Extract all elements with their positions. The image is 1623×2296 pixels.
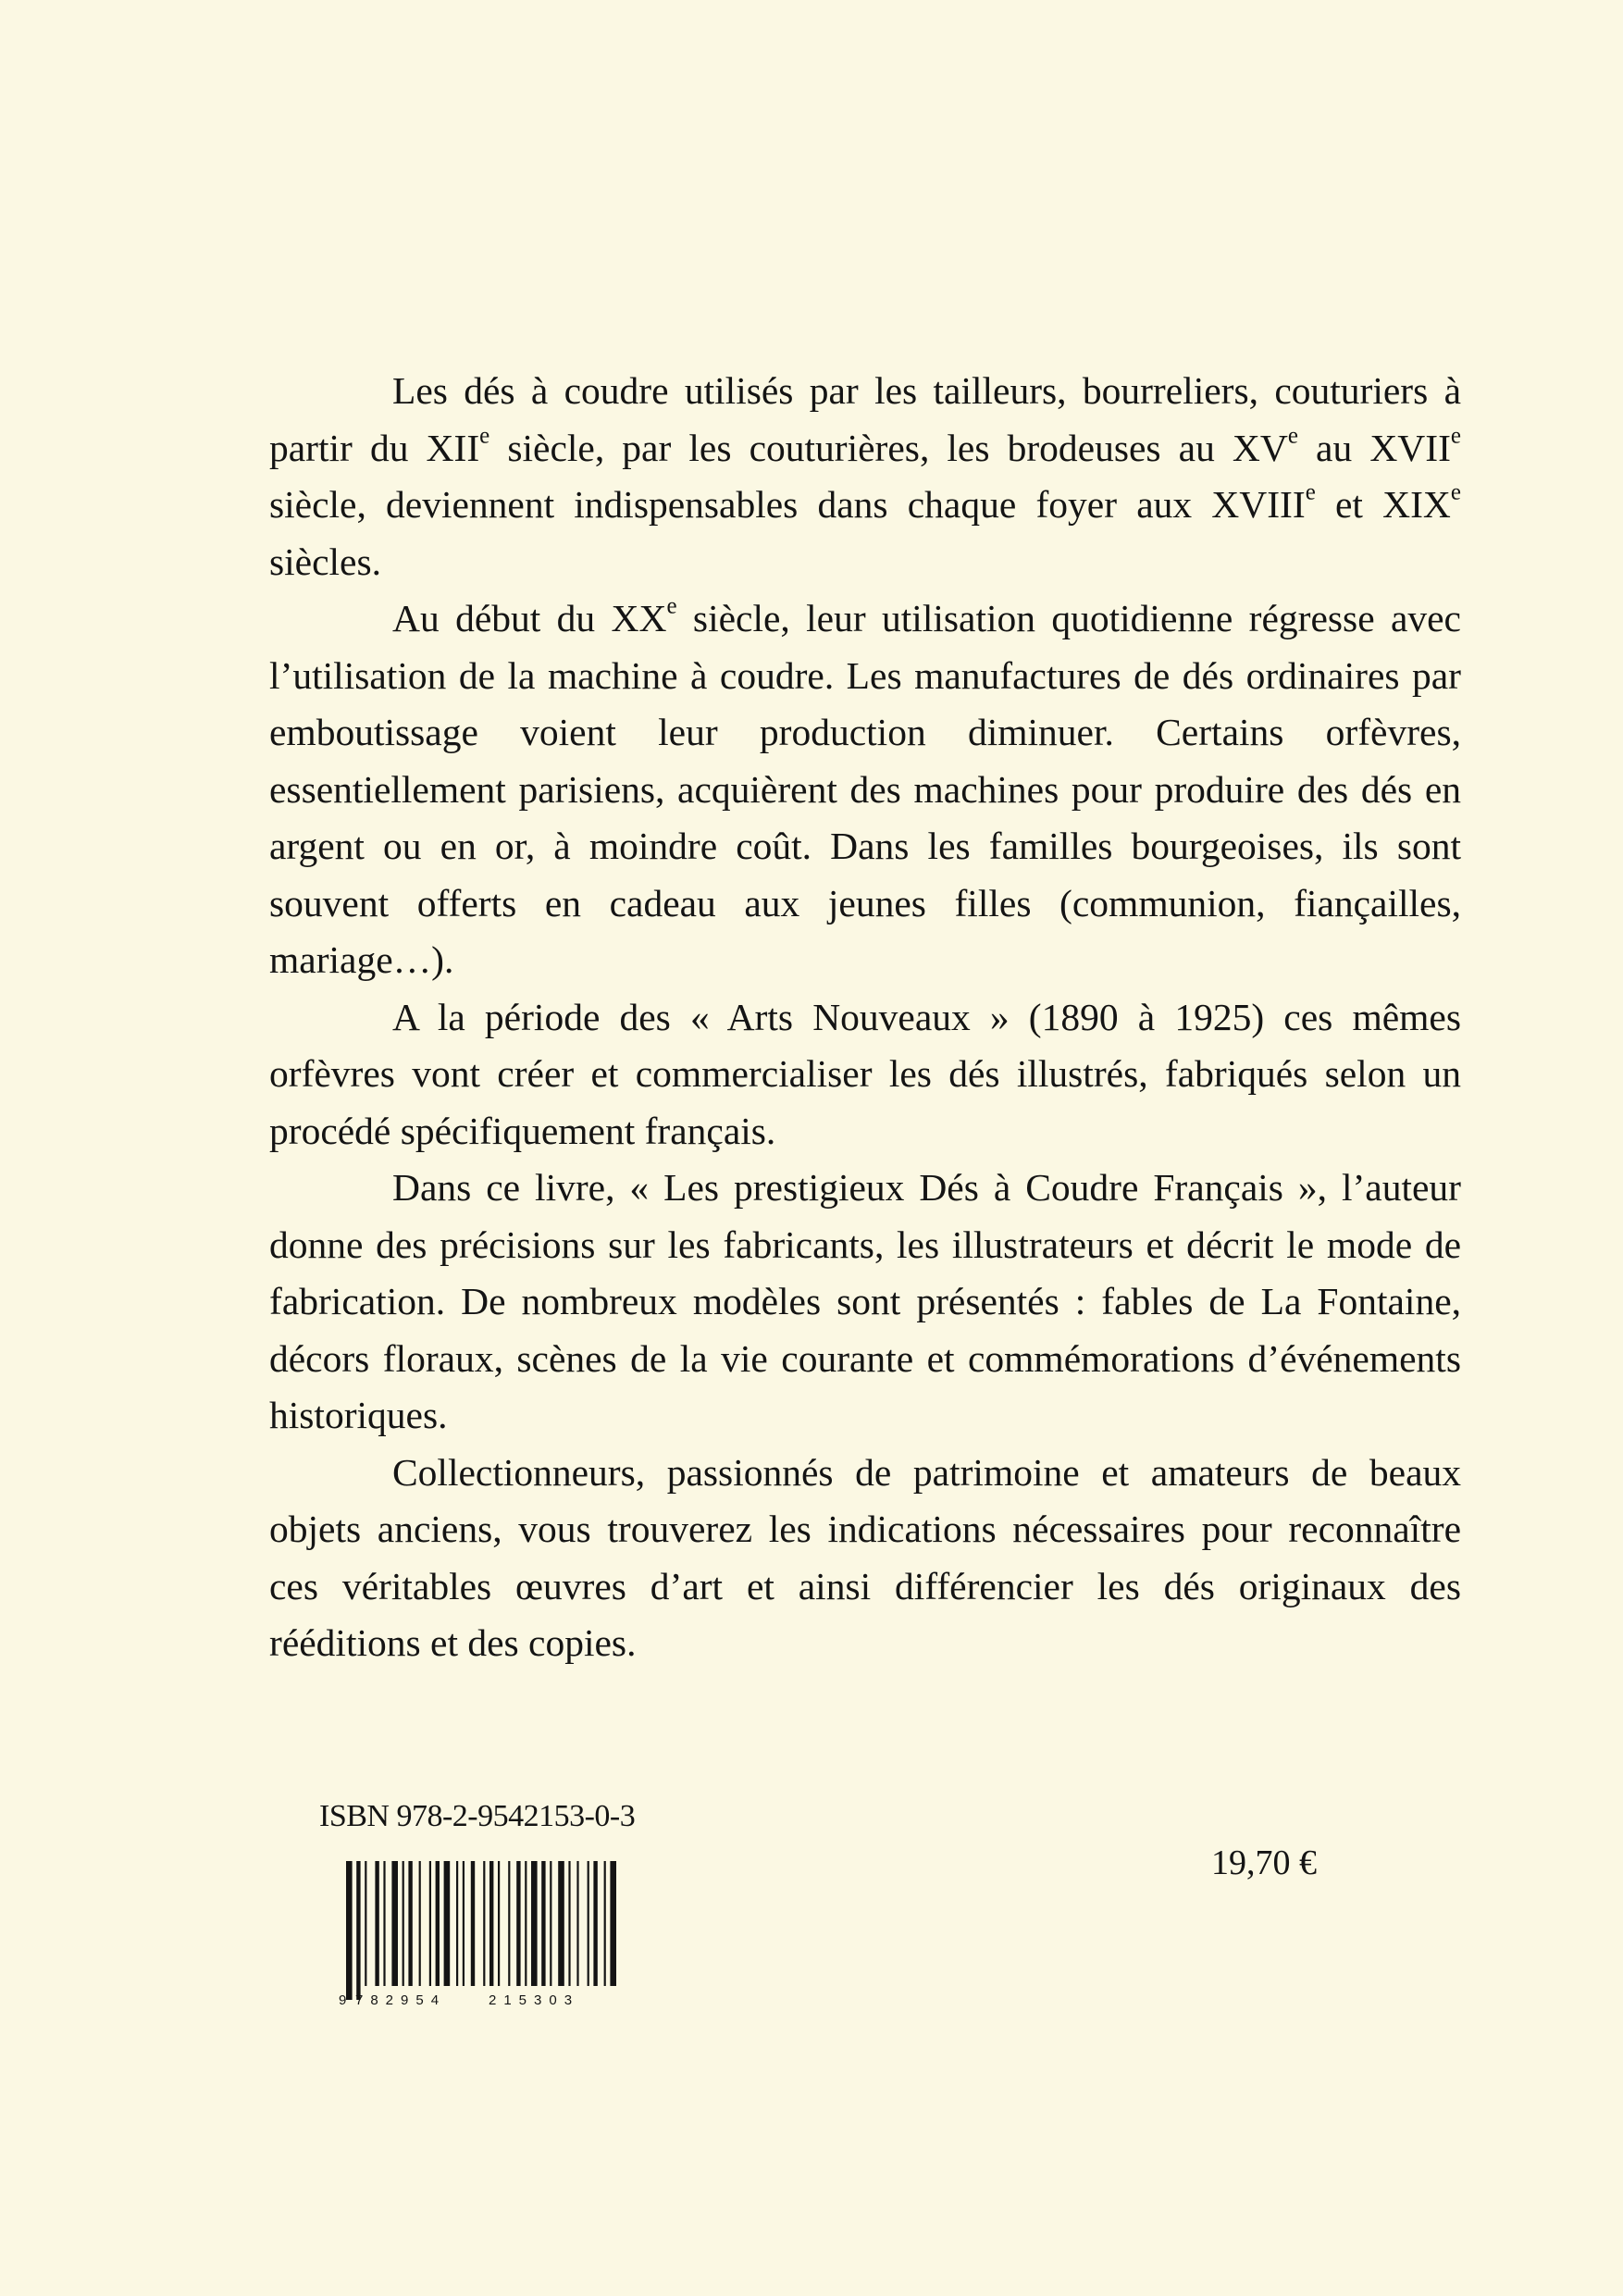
barcode-bar — [391, 1861, 398, 1986]
blurb-text-run: et XIX — [1315, 483, 1451, 526]
barcode-bar — [588, 1861, 589, 1986]
barcode-bar — [525, 1861, 527, 1986]
barcode-bar — [558, 1861, 564, 1986]
barcode-bar — [383, 1861, 385, 1986]
blurb-text-run: siècle, deviennent indispensables dans chaque foyer aux XVIII — [269, 483, 1306, 526]
blurb-text-run: siècle, par les couturières, les brodeuses au XV — [489, 426, 1288, 469]
blurb-paragraph — [269, 1445, 1461, 1672]
barcode-bar — [541, 1861, 545, 1986]
barcode — [333, 1857, 629, 2010]
barcode-bar — [365, 1861, 366, 1986]
barcode-digits-right: 215303 — [489, 1992, 580, 2008]
barcode-bar — [550, 1861, 551, 1986]
barcode-bar — [471, 1861, 475, 1986]
barcode-bar — [568, 1861, 570, 1986]
blurb-paragraph — [269, 363, 1461, 590]
ordinal-superscript: e — [1450, 423, 1462, 448]
barcode-bar — [489, 1861, 493, 1986]
ordinal-superscript: e — [1287, 423, 1298, 448]
blurb-paragraph — [269, 590, 1461, 989]
barcode-bar — [436, 1861, 440, 1986]
barcode-digit-lead: 9 — [339, 1992, 347, 2008]
barcode-bar — [463, 1861, 465, 1986]
barcode-bar — [483, 1861, 485, 1986]
barcode-bar — [576, 1861, 578, 1986]
barcode-bar — [604, 1861, 606, 1986]
blurb-paragraph — [269, 1160, 1461, 1445]
barcode-bar — [444, 1861, 451, 1986]
blurb-text-run: au XVII — [1297, 426, 1451, 469]
barcode-bar — [610, 1861, 616, 1986]
barcode-digits-left: 782954 — [355, 1992, 447, 2008]
ordinal-superscript: e — [666, 593, 677, 619]
price-label: 19,70 € — [1211, 1843, 1317, 1882]
blurb-text — [269, 363, 1461, 1672]
blurb-text-run: A la période des « Arts Nouveaux » (1890 à 1925) ces mêmes orfèvres vont créer et commercialiser les dés illustrés, fabriqués selon un procédé spécifiquement français. — [269, 995, 1461, 1152]
barcode-bar — [531, 1861, 538, 1986]
barcode-bar — [408, 1861, 412, 1986]
blurb-text-run: Au début du XX — [392, 597, 667, 639]
blurb-paragraph — [269, 989, 1461, 1160]
barcode-bar — [375, 1861, 378, 1986]
barcode-bar — [346, 1861, 353, 2000]
ordinal-superscript: e — [479, 423, 490, 448]
barcode-bar — [429, 1861, 431, 1986]
barcode-bar — [498, 1861, 500, 1986]
barcode-bar — [508, 1861, 510, 1986]
blurb-text-run: Les dés à coudre utilisés par les tailleurs, bourreliers, couturiers à partir du XII — [269, 369, 1461, 469]
blurb-text-run: siècles. — [269, 540, 381, 583]
isbn-label: ISBN 978-2-9542153-0-3 — [319, 1799, 636, 1833]
blurb-text-run: Collectionneurs, passionnés de patrimoine et amateurs de beaux objets anciens, vous trouverez les indications nécessaires pour reconnaître ces véritables œuvres d’art et ainsi différencier les dés originaux des rééditions et des copies. — [269, 1450, 1461, 1664]
barcode-bar — [419, 1861, 421, 1986]
ordinal-superscript: e — [1305, 479, 1316, 505]
barcode-bar — [456, 1861, 458, 1986]
barcode-bar — [403, 1861, 404, 1986]
barcode-bar — [593, 1861, 597, 1986]
ordinal-superscript: e — [1450, 479, 1461, 505]
blurb-text-run: Dans ce livre, « Les prestigieux Dés à Coudre Français », l’auteur donne des précisions sur les fabricants, les illustrateurs et décrit le mode de fabrication. De nombreux modèles sont présentés : fables de La Fontaine, décors floraux, scènes de la vie courante et commémorations d’événements historiques. — [269, 1166, 1461, 1436]
blurb-text-run: siècle, leur utilisation quotidienne régresse avec l’utilisation de la machine à coudre. Les manufactures de dés ordinaires par emboutissage voient leur production diminuer. Certains orfèvres, essentiellement parisiens, acquièrent des machines pour produire des dés en argent ou en or, à moindre coût. Dans les familles bourgeoises, ils sont souvent offerts en cadeau aux jeunes filles (communion, fiançailles, mariage…). — [269, 597, 1461, 981]
barcode-bar — [516, 1861, 520, 1986]
barcode-bar — [356, 1861, 360, 2000]
